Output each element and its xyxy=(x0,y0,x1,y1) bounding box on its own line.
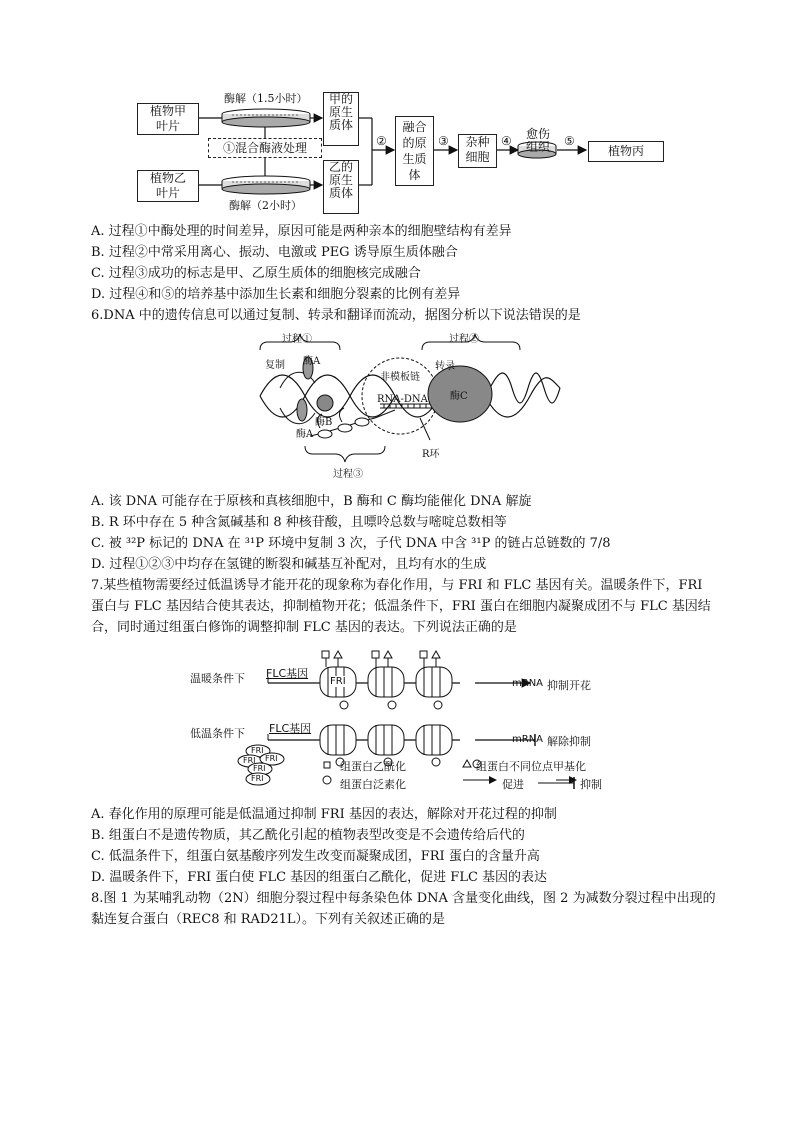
enzyme-c-label: 酶C xyxy=(450,391,468,402)
q5-option-c: C. 过程③成功的标志是甲、乙原生质体的细胞核完成融合 xyxy=(91,266,421,281)
plant-b-box xyxy=(137,170,199,202)
fri-cluster-label: FRI xyxy=(251,774,264,783)
enzyme-a-label: 酶解（1.5小时） xyxy=(224,92,308,105)
process-1-label: 过程① xyxy=(282,334,312,345)
proto-a-label: 甲的原生质体 xyxy=(328,92,353,132)
q6-stem: 6.DNA 中的遗传信息可以通过复制、转录和翻译而流动，据图分析以下说法错误的是 xyxy=(91,308,581,323)
q6-option-d: D. 过程①②③中均存在氢键的断裂和碱基互补配对，且均有水的生成 xyxy=(91,557,487,572)
callus-label: 愈伤组织 xyxy=(526,127,551,154)
fri-cluster-label: FRI xyxy=(265,754,278,763)
warm-condition-label: 温暖条件下 xyxy=(190,672,245,685)
proto-b-box xyxy=(323,160,359,214)
step-5-label: ⑤ xyxy=(564,134,575,148)
q6-option-c: C. 被 ³²P 标记的 DNA 在 ³¹P 环境中复制 3 次，子代 DNA 中含 ³¹P 的链占总链数的 7/8 xyxy=(91,536,611,551)
legend-inhibit: 抑制 xyxy=(580,778,602,791)
process-3-label: 过程③ xyxy=(333,469,363,480)
rna-dna-label: RNA-DNA xyxy=(377,394,428,405)
q6-option-a: A. 该 DNA 可能存在于原核和真核细胞中，B 酶和 C 酶均能催化 DNA 解旋 xyxy=(91,494,532,509)
enzyme-a-top-label: 酶A xyxy=(303,356,321,367)
mrna-warm-label: mRNA xyxy=(512,678,544,689)
enzyme-b-label: 酶解（2小时） xyxy=(229,199,302,212)
step-3-label: ③ xyxy=(438,134,449,148)
q7-stem-line1: 7.某些植物需要经过低温诱导才能开花的现象称为春化作用，与 FRI 和 FLC 基因有关。温暖条件下，FRI xyxy=(91,578,703,593)
q7-option-b: B. 组蛋白不是遗传物质，其乙酰化引起的植物表型改变是不会遗传给后代的 xyxy=(91,828,525,843)
transcribe-label: 转录 xyxy=(435,361,455,372)
legend-acetylation: 组蛋白乙酰化 xyxy=(340,760,406,773)
plant-a-box xyxy=(137,103,199,135)
enzyme-b-label: 酶B xyxy=(315,417,333,428)
q7-option-c: C. 低温条件下，组蛋白氨基酸序列发生改变而凝聚成团，FRI 蛋白的含量升高 xyxy=(91,849,540,864)
plant-a-label: 植物甲叶片 xyxy=(149,104,186,133)
enzyme-a-bottom-label: 酶A xyxy=(296,429,314,440)
hybrid-cell-box xyxy=(458,134,497,168)
nontemplate-strand-label: 非模板链 xyxy=(380,372,420,383)
release-inhibition-label: 解除抑制 xyxy=(547,735,591,748)
q7-option-d: D. 温暖条件下，FRI 蛋白使 FLC 基因的组蛋白乙酰化，促进 FLC 基因的表达 xyxy=(91,870,548,885)
plant-c-box xyxy=(588,141,664,162)
mrna-cold-label: mRNA xyxy=(512,734,544,745)
flc-gene-cold-label: FLC基因 xyxy=(269,722,312,735)
step-2-label: ② xyxy=(376,134,387,148)
process-2-label: 过程② xyxy=(449,334,479,345)
plant-b-label: 植物乙叶片 xyxy=(149,171,186,200)
q5-option-b: B. 过程②中常采用离心、振动、电激或 PEG 诱导原生质体融合 xyxy=(91,245,458,260)
petri-dish-icon xyxy=(222,109,310,127)
q5-option-a: A. 过程①中酶处理的时间差异，原因可能是两种亲本的细胞壁结构有差异 xyxy=(91,224,512,239)
petri-dish-icon xyxy=(222,176,310,194)
mix-enzyme-label: ①混合酶液处理 xyxy=(222,141,307,155)
proto-a-box xyxy=(323,92,359,146)
hybrid-cell-label: 杂种细胞 xyxy=(465,135,490,164)
step-4-label: ④ xyxy=(501,134,512,148)
r-loop-label: R环 xyxy=(422,449,440,460)
q8-stem-line2: 黏连复合蛋白（REC8 和 RAD21L）。下列有关叙述正确的是 xyxy=(91,912,446,927)
inhibit-flowering-label: 抑制开花 xyxy=(547,679,591,692)
q7-stem-line3: 合，同时通过组蛋白修饰的调整抑制 FLC 基因的表达。下列说法正确的是 xyxy=(91,620,517,635)
flc-gene-warm-label: FLC基因 xyxy=(266,667,309,680)
q5-option-d: D. 过程④和⑤的培养基中添加生长素和细胞分裂素的比例有差异 xyxy=(91,287,461,302)
fri-cluster-label: FRI xyxy=(251,746,264,755)
dna-flow-svg xyxy=(250,328,570,488)
mix-enzyme-box xyxy=(208,138,322,158)
q8-stem-line1: 8.图 1 为某哺乳动物（2N）细胞分裂过程中每条染色体 DNA 含量变化曲线，图 2 为减数分裂过程中出现的 xyxy=(91,891,716,906)
fri-cluster-label: FRI xyxy=(243,756,256,765)
plant-c-label: 植物丙 xyxy=(607,144,644,158)
replicate-label: 复制 xyxy=(265,360,285,371)
q6-option-b: B. R 环中存在 5 种含氮碱基和 8 种核苷酸，且嘌呤总数与嘧啶总数相等 xyxy=(91,515,507,530)
legend-ubiquitination: 组蛋白泛素化 xyxy=(340,778,406,791)
fused-proto-box xyxy=(395,116,434,186)
fri-cluster-label: FRI xyxy=(253,764,266,773)
fri-protein-label: FRI xyxy=(330,676,346,687)
proto-b-label: 乙的原生质体 xyxy=(328,160,353,200)
q7-stem-line2: 蛋白与 FLC 基因结合使其表达，抑制植物开花；低温条件下，FRI 蛋白在细胞内凝聚成团不与 FLC 基因结 xyxy=(91,599,711,614)
inhibit-bar-icon xyxy=(536,776,580,790)
legend-methylation: 组蛋白不同位点甲基化 xyxy=(476,760,586,773)
cold-condition-label: 低温条件下 xyxy=(190,727,245,740)
flow-arrows-svg xyxy=(0,0,794,220)
fused-proto-label: 融合的原生质体 xyxy=(402,120,427,182)
legend-promote: 促进 xyxy=(502,778,524,791)
q7-option-a: A. 春化作用的原理可能是低温通过抑制 FRI 基因的表达，解除对开花过程的抑制 xyxy=(91,807,557,822)
